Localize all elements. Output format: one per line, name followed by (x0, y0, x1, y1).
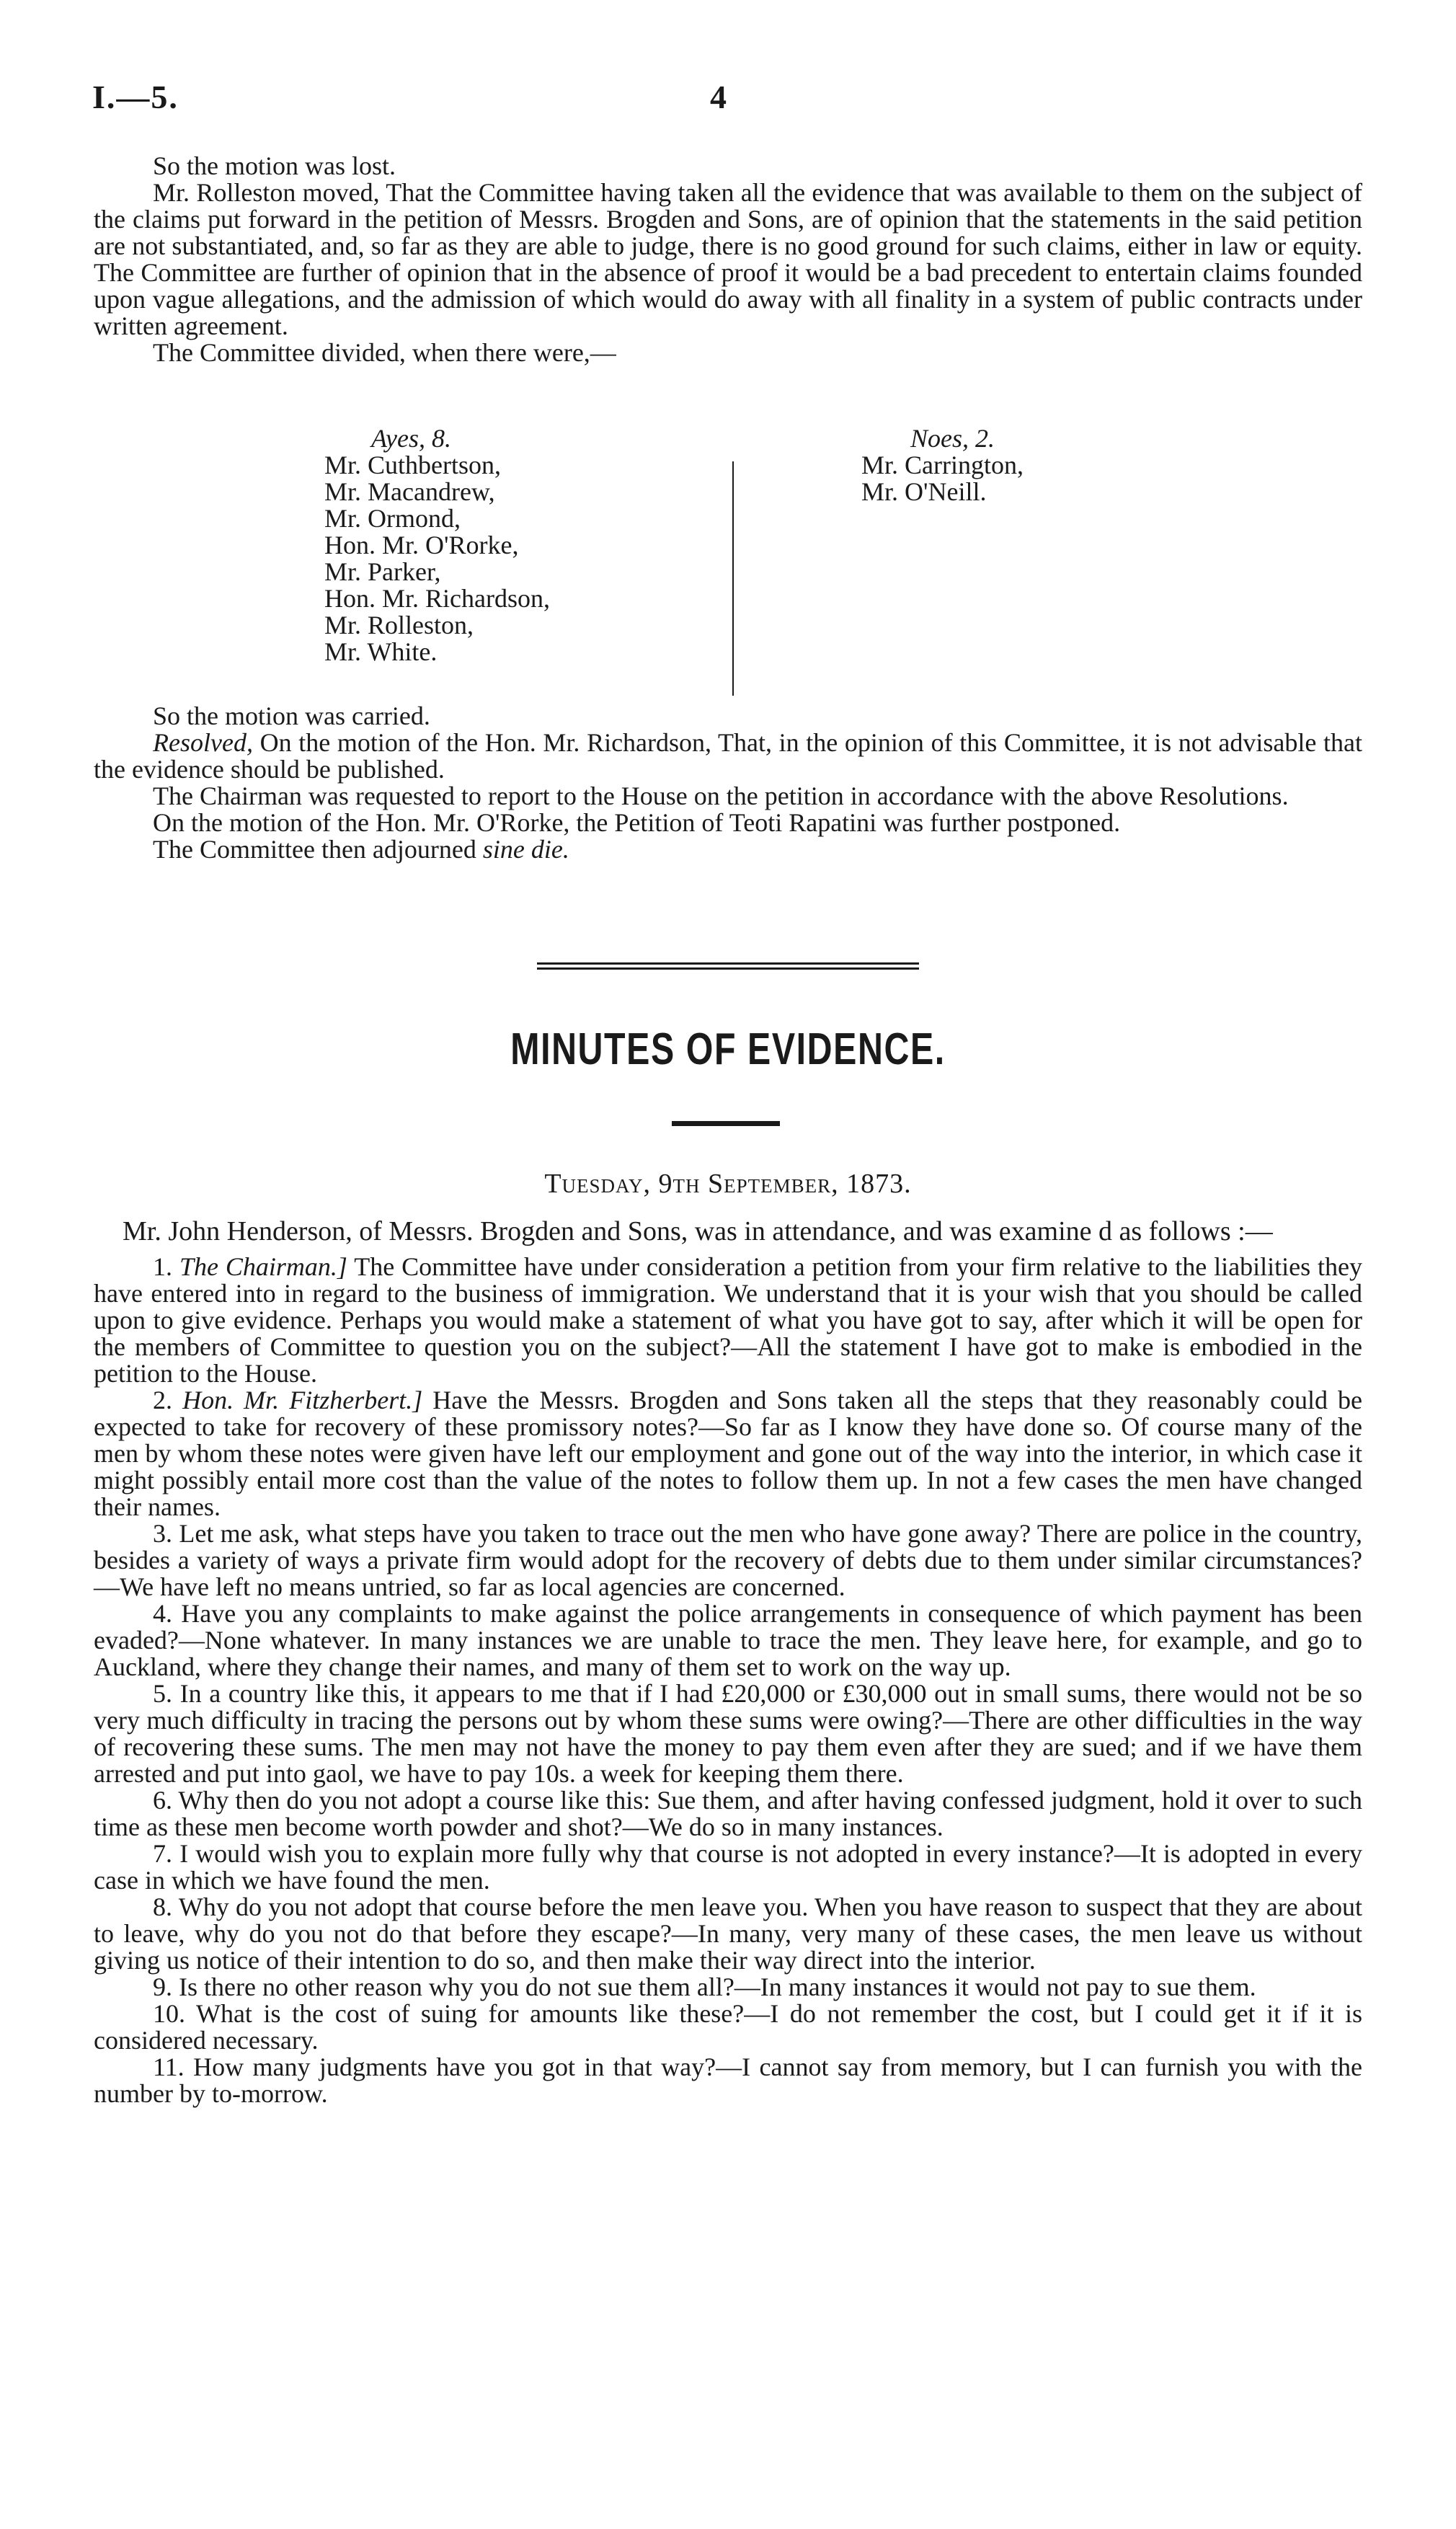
witness-intro: Mr. John Henderson, of Messrs. Brogden and Sons, was in attendance, and was examine d as follows :— (123, 1216, 1273, 1246)
question-11: 11. How many judgments have you got in that way?—I cannot say from memory, but I can furnish you with the number by to-morrow. (94, 2052, 1362, 2108)
question-2: 2. Hon. Mr. Fitzherbert.] Have the Messrs. Brogden and Sons taken all the steps that they reasonably could be expected to take for recovery of these promissory notes?—So far as I know they have done so. Of course many of the men by whom these notes were given have left our employment and gone out of the way into the interior, in which case it might possibly entail more cost than the value of the notes to follow them up. In not a few cases the men have changed their names. (94, 1386, 1362, 1521)
proceedings-after-division (94, 703, 1362, 863)
motion-lost: So the motion was lost. (153, 151, 396, 180)
title-underline (672, 1121, 780, 1126)
aye-member: Mr. Macandrew, (324, 477, 495, 506)
noe-member: Mr. Carrington, (861, 451, 1024, 479)
committee-adjourned (94, 836, 1362, 863)
question-10: 10. What is the cost of suing for amounts like these?—I do not remember the cost, but I could get it if it is considered necessary. (94, 1999, 1362, 2055)
aye-member: Hon. Mr. Richardson, (324, 584, 550, 613)
speaker: The Chairman.] (179, 1252, 347, 1281)
question-8: 8. Why do you not adopt that course before the men leave you. When you have reason to suspect that they are about to leave, why do you not do that before they escape?—In many, very many of these cases, the men leave us without giving us notice of their intention to do so, and then make their way direct into the interior. (94, 1892, 1362, 1975)
noes-list (861, 425, 1024, 505)
aye-member: Mr. Rolleston, (324, 611, 474, 639)
adjourned-text: The Committee then adjourned (153, 835, 483, 864)
speaker: Hon. Mr. Fitzherbert.] (182, 1386, 423, 1414)
aye-member: Mr. Cuthbertson, (324, 451, 502, 479)
question-6: 6. Why then do you not adopt a course like this: Sue them, and after having confessed judgment, hold it over to such time as these men become worth powder and shot?—We do so in many instances. (94, 1786, 1362, 1841)
question-9: 9. Is there no other reason why you do not sue them all?—In many instances it would not pay to sue them. (153, 1972, 1256, 2001)
question-5: 5. In a country like this, it appears to me that if I had £20,000 or £30,000 out in small sums, there would not be so very much difficulty in tracing the persons out by whom these sums were owing?—There are other difficulties in the way of recovering these sums. The men may not have the money to pay them even after they are sued; and if we have them arrested and put into gaol, we have to pay 10s. a week for keeping them there. (94, 1679, 1363, 1788)
motion-carried: So the motion was carried. (153, 701, 430, 730)
page-number: 4 (710, 79, 727, 115)
question-4: 4. Have you any complaints to make against the police arrangements in consequence of which payment has been evaded?—None whatever. In many instances we are unable to trace the men. They leave here, for example, and go to Auckland, where they change their names, and many of them set to work on the way up. (94, 1599, 1363, 1681)
resolved-text: On the motion of the Hon. Mr. Richardson, That, in the opinion of this Committee, it is not advisable that the evidence should be published. (94, 728, 1363, 784)
noe-member: Mr. O'Neill. (861, 477, 987, 506)
aye-member: Mr. Ormond, (324, 504, 461, 533)
question-3: 3. Let me ask, what steps have you taken to trace out the men who have gone away? There are police in the country, besides a variety of ways a private firm would adopt for the recovery of debts due to them under similar circumstances?—We have left no means untried, so far as local agencies are concerned. (94, 1519, 1363, 1601)
paper-reference: I.—5. (92, 79, 179, 115)
aye-member: Mr. Parker, (324, 557, 441, 586)
rolleston-motion: Mr. Rolleston moved, That the Committee having taken all the evidence that was available to them on the subject of the claims put forward in the petition of Messrs. Brogden and Sons, are of opinion that the statements in the said petition are not substantiated, and, so far as they are able to judge, there is no good ground for such claims, either in law or equity. The Committee are further of opinion that in the absence of proof it would be a bad precedent to entertain claims founded upon vague allegations, and the admission of which would do away with all finality in a system of public contracts under written agreement. (94, 178, 1362, 340)
question-1: 1. The Chairman.] The Committee have under consideration a petition from your firm relative to the liabilities they have entered into in regard to the business of immigration. We understand that it is your wish that you should be called upon to give evidence. Perhaps you would make a statement of what you have got to say, after which it will be open for the members of Committee to question you on the subject?—All the statement I have got to make is embodied in the petition to the House. (94, 1252, 1363, 1388)
evidence-body (94, 1218, 1362, 2107)
section-title: MINUTES OF EVIDENCE. (510, 1024, 946, 1074)
noes-heading: Noes, 2. (910, 424, 995, 453)
resolved-label: Resolved, (153, 728, 253, 757)
ayes-heading: Ayes, 8. (371, 424, 451, 453)
date-line: Tuesday, 9th September, 1873. (544, 1169, 912, 1199)
question-7: 7. I would wish you to explain more fully why that course is not adopted in every instance?—It is adopted in every case in which we have found the men. (94, 1839, 1363, 1895)
aye-member: Mr. White. (324, 637, 438, 666)
proceedings-top (94, 153, 1362, 366)
ayes-list (324, 425, 550, 665)
sine-die: sine die. (482, 835, 569, 864)
resolution (94, 730, 1362, 783)
chairman-report: The Chairman was requested to report to the House on the petition in accordance with the above Resolutions. (153, 781, 1289, 810)
division-divider (732, 461, 734, 696)
committee-divided: The Committee divided, when there were,— (153, 338, 616, 367)
aye-member: Hon. Mr. O'Rorke, (324, 531, 519, 559)
petition-postponed: On the motion of the Hon. Mr. O'Rorke, the Petition of Teoti Rapatini was further postponed. (153, 808, 1121, 837)
section-rule (537, 962, 919, 970)
